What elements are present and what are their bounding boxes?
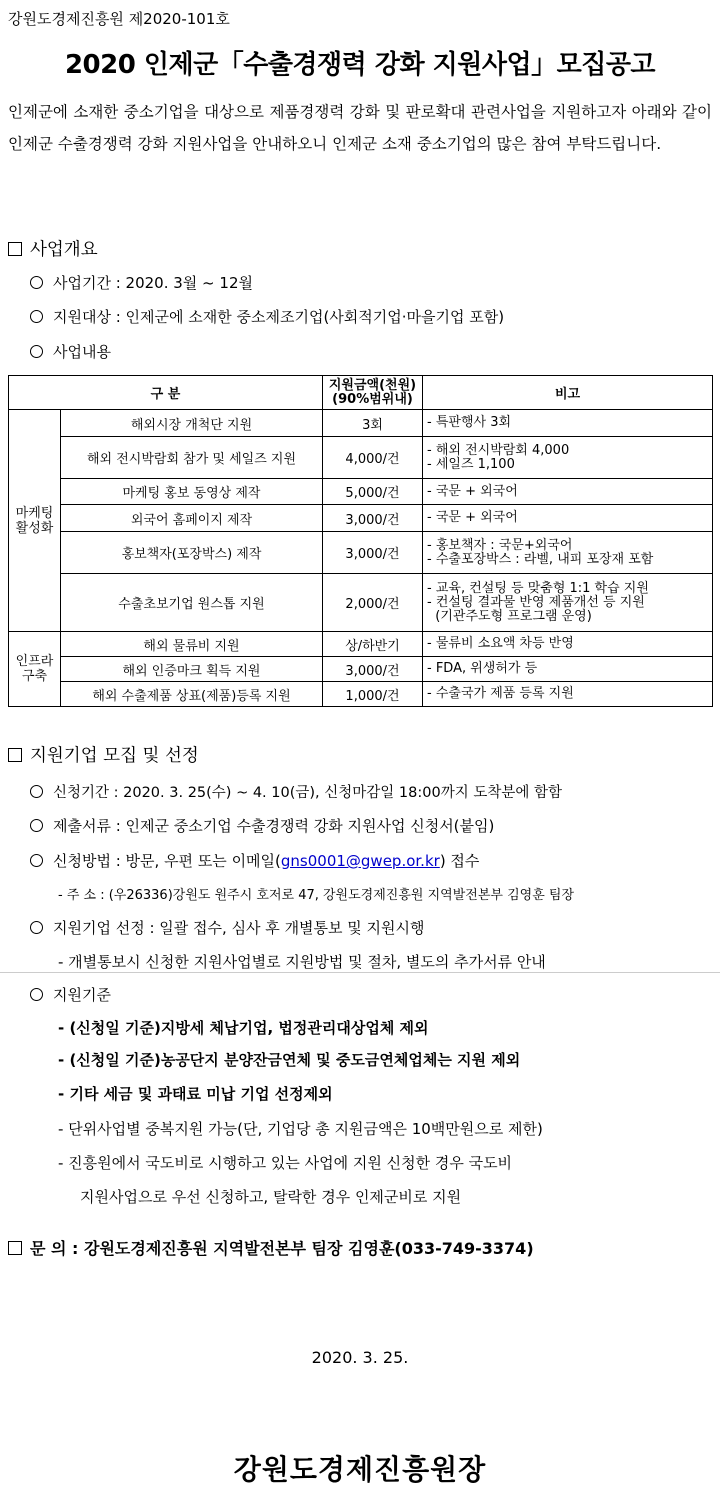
circle-bullet-icon [30, 345, 43, 358]
row-item: 외국어 홈페이지 제작 [61, 505, 323, 532]
note-line: - 교육, 컨설팅 등 맞춤형 1:1 학습 지원 [427, 580, 649, 596]
item-text: 지원기준 [53, 986, 111, 1004]
section-title: 지원기업 모집 및 선정 [30, 746, 199, 766]
item-target [30, 306, 504, 327]
row-item: 해외 물류비 지원 [61, 632, 323, 657]
section-heading-overview [8, 236, 98, 261]
row-amount: 4,000/건 [323, 437, 423, 479]
table-row [9, 574, 713, 632]
document-number: 강원도경제진흥원 제2020-101호 [8, 10, 230, 28]
criteria-item: - 진흥원에서 국도비로 시행하고 있는 사업에 지원 신청한 경우 국도비 [58, 1154, 513, 1172]
note-line: - 홍보책자 : 국문+외국어 [427, 537, 573, 553]
table-row [9, 632, 713, 657]
criteria-item: - 단위사업별 중복지원 가능(단, 기업당 총 지원금액은 10백만원으로 제한) [58, 1120, 543, 1138]
note-line: - 특판행사 3회 [427, 415, 512, 430]
item-text: ) 접수 [439, 852, 480, 870]
criteria-item: 지원사업으로 우선 신청하고, 탈락한 경우 인제군비로 지원 [80, 1188, 462, 1206]
section-title: 사업개요 [30, 240, 98, 260]
note-line: - 국문 + 외국어 [427, 483, 518, 499]
note-line: - 수출국가 제품 등록 지원 [427, 686, 574, 701]
table-row [9, 657, 713, 682]
row-item: 홍보책자(포장박스) 제작 [61, 532, 323, 574]
table-row [9, 479, 713, 505]
row-item: 마케팅 홍보 동영상 제작 [61, 479, 323, 505]
item-text: 사업기간 : 2020. 3월 ~ 12월 [53, 274, 253, 292]
checkbox-square-icon [8, 242, 22, 256]
note-line: - 수출포장박스 : 라벨, 내피 포장재 포함 [427, 551, 654, 567]
row-note [423, 682, 713, 707]
row-amount: 5,000/건 [323, 479, 423, 505]
group-infra: 인프라 구축 [9, 632, 61, 707]
item-method [30, 850, 479, 871]
row-note [423, 505, 713, 532]
signer-name: 강원도경제진흥원장 [233, 1453, 487, 1486]
email-link[interactable]: gns0001@gwep.or.kr [280, 852, 440, 870]
group-marketing: 마케팅 활성화 [9, 410, 61, 632]
criteria-item: - (신청일 기준)지방세 체납기업, 법정관리대상업체 제외 [58, 1019, 429, 1037]
note-line: - 물류비 소요액 차등 반영 [427, 636, 574, 651]
row-item: 해외 수출제품 상표(제품)등록 지원 [61, 682, 323, 707]
circle-bullet-icon [30, 819, 43, 832]
item-text: 신청기간 : 2020. 3. 25(수) ~ 4. 10(금), 신청마감일 18:00까지 도착분에 함함 [53, 785, 562, 801]
table-header-row [9, 376, 713, 410]
row-note [423, 410, 713, 437]
item-documents [30, 815, 494, 836]
row-item: 해외 전시박람회 참가 및 세일즈 지원 [61, 437, 323, 479]
row-amount: 1,000/건 [323, 682, 423, 707]
item-content [30, 341, 111, 362]
table-row [9, 437, 713, 479]
note-line: - 국문 + 외국어 [427, 510, 518, 525]
circle-bullet-icon [30, 854, 43, 867]
program-table [8, 375, 713, 707]
row-amount: 2,000/건 [323, 574, 423, 632]
checkbox-square-icon [8, 1241, 22, 1255]
row-note [423, 437, 713, 479]
row-amount: 상/하반기 [323, 632, 423, 657]
item-criteria-heading [30, 984, 111, 1005]
divider [0, 972, 720, 973]
row-amount: 3,000/건 [323, 657, 423, 682]
intro-paragraph: 인제군에 소재한 중소기업을 대상으로 제품경쟁력 강화 및 판로확대 관련사업을 지원하고자 아래와 같이 인제군 수출경쟁력 강화 지원사업을 안내하오니 인제군 소재 중소기업의 많은 참여 부탁드립니다. [8, 103, 712, 153]
row-amount: 3,000/건 [323, 505, 423, 532]
item-address: - 주 소 : (우26336)강원도 원주시 호저로 47, 강원도경제진흥원 지역발전본부 김영훈 팀장 [58, 888, 574, 903]
row-amount: 3회 [323, 410, 423, 437]
row-amount: 3,000/건 [323, 532, 423, 574]
circle-bullet-icon [30, 276, 43, 289]
header-note: 비고 [423, 376, 713, 410]
note-line: - 세일즈 1,100 [427, 456, 515, 472]
item-text: 사업내용 [53, 343, 111, 361]
note-line: - FDA, 위생허가 등 [427, 661, 538, 676]
note-line: - 컨설팅 결과물 반영 제품개선 등 지원 [427, 594, 645, 610]
table-row [9, 682, 713, 707]
row-note [423, 632, 713, 657]
row-note [423, 657, 713, 682]
header-amount: 지원금액(천원) (90%범위내) [323, 376, 423, 410]
row-note [423, 574, 713, 632]
circle-bullet-icon [30, 921, 43, 934]
checkbox-square-icon [8, 748, 22, 762]
item-text: 지원대상 : 인제군에 소재한 중소제조기업(사회적기업·마을기업 포함) [53, 308, 505, 326]
row-note [423, 479, 713, 505]
item-selection [30, 917, 425, 938]
section-heading-recruitment [8, 742, 199, 767]
contact-line [8, 1236, 534, 1259]
table-row [9, 410, 713, 437]
row-item: 해외 인증마크 획득 지원 [61, 657, 323, 682]
row-item: 해외시장 개척단 지원 [61, 410, 323, 437]
item-selection-sub: - 개별통보시 신청한 지원사업별로 지원방법 및 절차, 별도의 추가서류 안내 [58, 953, 546, 971]
circle-bullet-icon [30, 785, 43, 798]
note-line: - 해외 전시박람회 4,000 [427, 442, 570, 458]
circle-bullet-icon [30, 310, 43, 323]
issue-date: 2020. 3. 25. [311, 1348, 409, 1367]
criteria-item: - 기타 세금 및 과태료 미납 기업 선정제외 [58, 1085, 333, 1103]
item-text: 신청방법 : 방문, 우편 또는 이메일( [53, 852, 281, 870]
table-row [9, 505, 713, 532]
header-category: 구 분 [9, 376, 323, 410]
criteria-item: - (신청일 기준)농공단지 분양잔금연체 및 중도금연체업체는 지원 제외 [58, 1051, 521, 1069]
note-line: (기관주도형 프로그램 운영) [427, 608, 592, 624]
item-text: 지원기업 선정 : 일괄 접수, 심사 후 개별통보 및 지원시행 [53, 919, 425, 937]
table-row [9, 532, 713, 574]
page-title: 2020 인제군「수출경쟁력 강화 지원사업」모집공고 [64, 50, 656, 80]
contact-text: 문 의 : 강원도경제진흥원 지역발전본부 팀장 김영훈(033-749-3374) [30, 1239, 534, 1258]
row-note [423, 532, 713, 574]
circle-bullet-icon [30, 988, 43, 1001]
item-period [30, 272, 253, 293]
item-apply-period [30, 781, 562, 802]
row-item: 수출초보기업 원스톱 지원 [61, 574, 323, 632]
item-text: 제출서류 : 인제군 중소기업 수출경쟁력 강화 지원사업 신청서(붙임) [53, 817, 495, 835]
